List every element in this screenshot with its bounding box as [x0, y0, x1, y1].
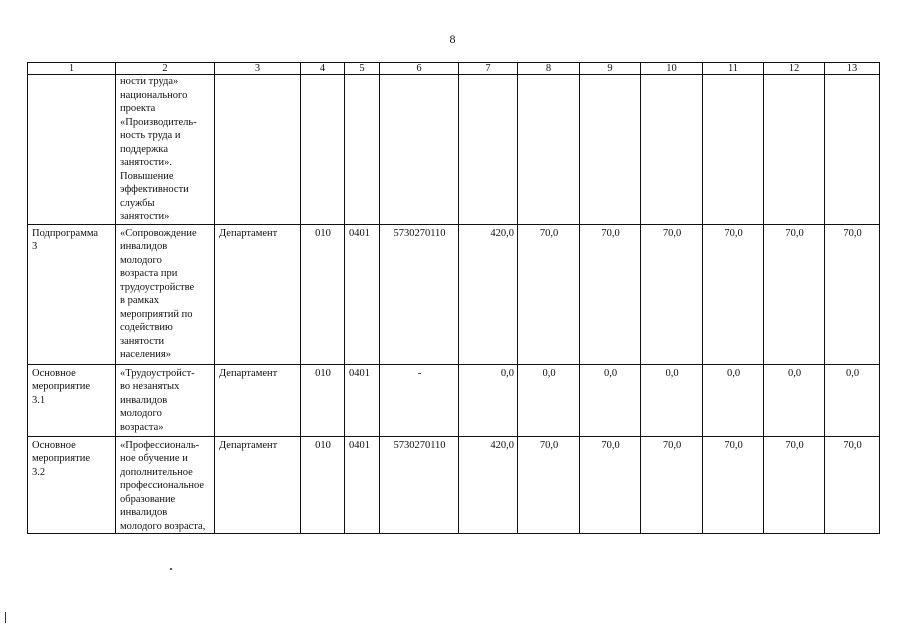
- program-name-cell: Основное мероприятие 3.1: [28, 364, 116, 436]
- program-description-cell: «Профессиональ- ное обучение и дополнительное профессиональное образование инвалидов молодого возраста,: [116, 436, 215, 534]
- table-row: [28, 75, 880, 225]
- program-description-cell: «Трудоустройст- во незанятых инвалидов молодого возраста»: [116, 364, 215, 436]
- column-header: 5: [345, 63, 380, 75]
- column-header: 13: [825, 63, 880, 75]
- year-value-cell: 70,0: [703, 224, 764, 364]
- year-value-cell: 0,0: [518, 364, 580, 436]
- year-value-cell: [764, 75, 825, 225]
- total-cell: 420,0: [459, 224, 518, 364]
- executor-cell: Департамент: [215, 224, 301, 364]
- year-value-cell: [580, 75, 641, 225]
- column-header: 11: [703, 63, 764, 75]
- year-value-cell: [703, 75, 764, 225]
- column-header: 2: [116, 63, 215, 75]
- year-value-cell: 70,0: [518, 436, 580, 534]
- year-value-cell: 70,0: [825, 224, 880, 364]
- scan-speck: [170, 568, 172, 570]
- year-value-cell: 70,0: [764, 224, 825, 364]
- page-number: 8: [449, 32, 456, 46]
- section-code-cell: 0401: [345, 364, 380, 436]
- column-header: 4: [301, 63, 345, 75]
- table-row: [28, 436, 880, 534]
- program-name-cell: Основное мероприятие 3.2: [28, 436, 116, 534]
- year-value-cell: 70,0: [580, 436, 641, 534]
- code-cell: 010: [301, 364, 345, 436]
- target-article-cell: 5730270110: [380, 224, 459, 364]
- program-description-cell: «Сопровождение инвалидов молодого возраста при трудоустройстве в рамках мероприятий по содействию занятости населения»: [116, 224, 215, 364]
- code-cell: 010: [301, 436, 345, 534]
- year-value-cell: 70,0: [518, 224, 580, 364]
- scan-edge-mark: [5, 612, 6, 623]
- column-header: 1: [28, 63, 116, 75]
- column-header: 9: [580, 63, 641, 75]
- year-value-cell: 70,0: [825, 436, 880, 534]
- executor-cell: [215, 75, 301, 225]
- section-code-cell: [345, 75, 380, 225]
- year-value-cell: 70,0: [703, 436, 764, 534]
- code-cell: 010: [301, 224, 345, 364]
- program-description-cell: ности труда» национального проекта «Производитель- ность труда и поддержка занятости». Повышение эффективности службы занятости»: [116, 75, 215, 225]
- column-header: 7: [459, 63, 518, 75]
- year-value-cell: 0,0: [825, 364, 880, 436]
- column-header: 3: [215, 63, 301, 75]
- target-article-cell: -: [380, 364, 459, 436]
- year-value-cell: 70,0: [641, 224, 703, 364]
- year-value-cell: 0,0: [703, 364, 764, 436]
- target-article-cell: 5730270110: [380, 436, 459, 534]
- year-value-cell: [518, 75, 580, 225]
- executor-cell: Департамент: [215, 364, 301, 436]
- section-code-cell: 0401: [345, 224, 380, 364]
- year-value-cell: 0,0: [641, 364, 703, 436]
- year-value-cell: 70,0: [764, 436, 825, 534]
- year-value-cell: 0,0: [580, 364, 641, 436]
- code-cell: [301, 75, 345, 225]
- column-header: 8: [518, 63, 580, 75]
- table-header-row: [28, 63, 880, 75]
- program-name-cell: Подпрограмма 3: [28, 224, 116, 364]
- table-row: [28, 224, 880, 364]
- column-header: 12: [764, 63, 825, 75]
- total-cell: 0,0: [459, 364, 518, 436]
- total-cell: [459, 75, 518, 225]
- year-value-cell: 70,0: [580, 224, 641, 364]
- column-header: 10: [641, 63, 703, 75]
- section-code-cell: 0401: [345, 436, 380, 534]
- column-header: 6: [380, 63, 459, 75]
- year-value-cell: [825, 75, 880, 225]
- year-value-cell: [641, 75, 703, 225]
- table-row: [28, 364, 880, 436]
- executor-cell: Департамент: [215, 436, 301, 534]
- year-value-cell: 70,0: [641, 436, 703, 534]
- program-name-cell: [28, 75, 116, 225]
- total-cell: 420,0: [459, 436, 518, 534]
- budget-table: [27, 62, 880, 534]
- year-value-cell: 0,0: [764, 364, 825, 436]
- target-article-cell: [380, 75, 459, 225]
